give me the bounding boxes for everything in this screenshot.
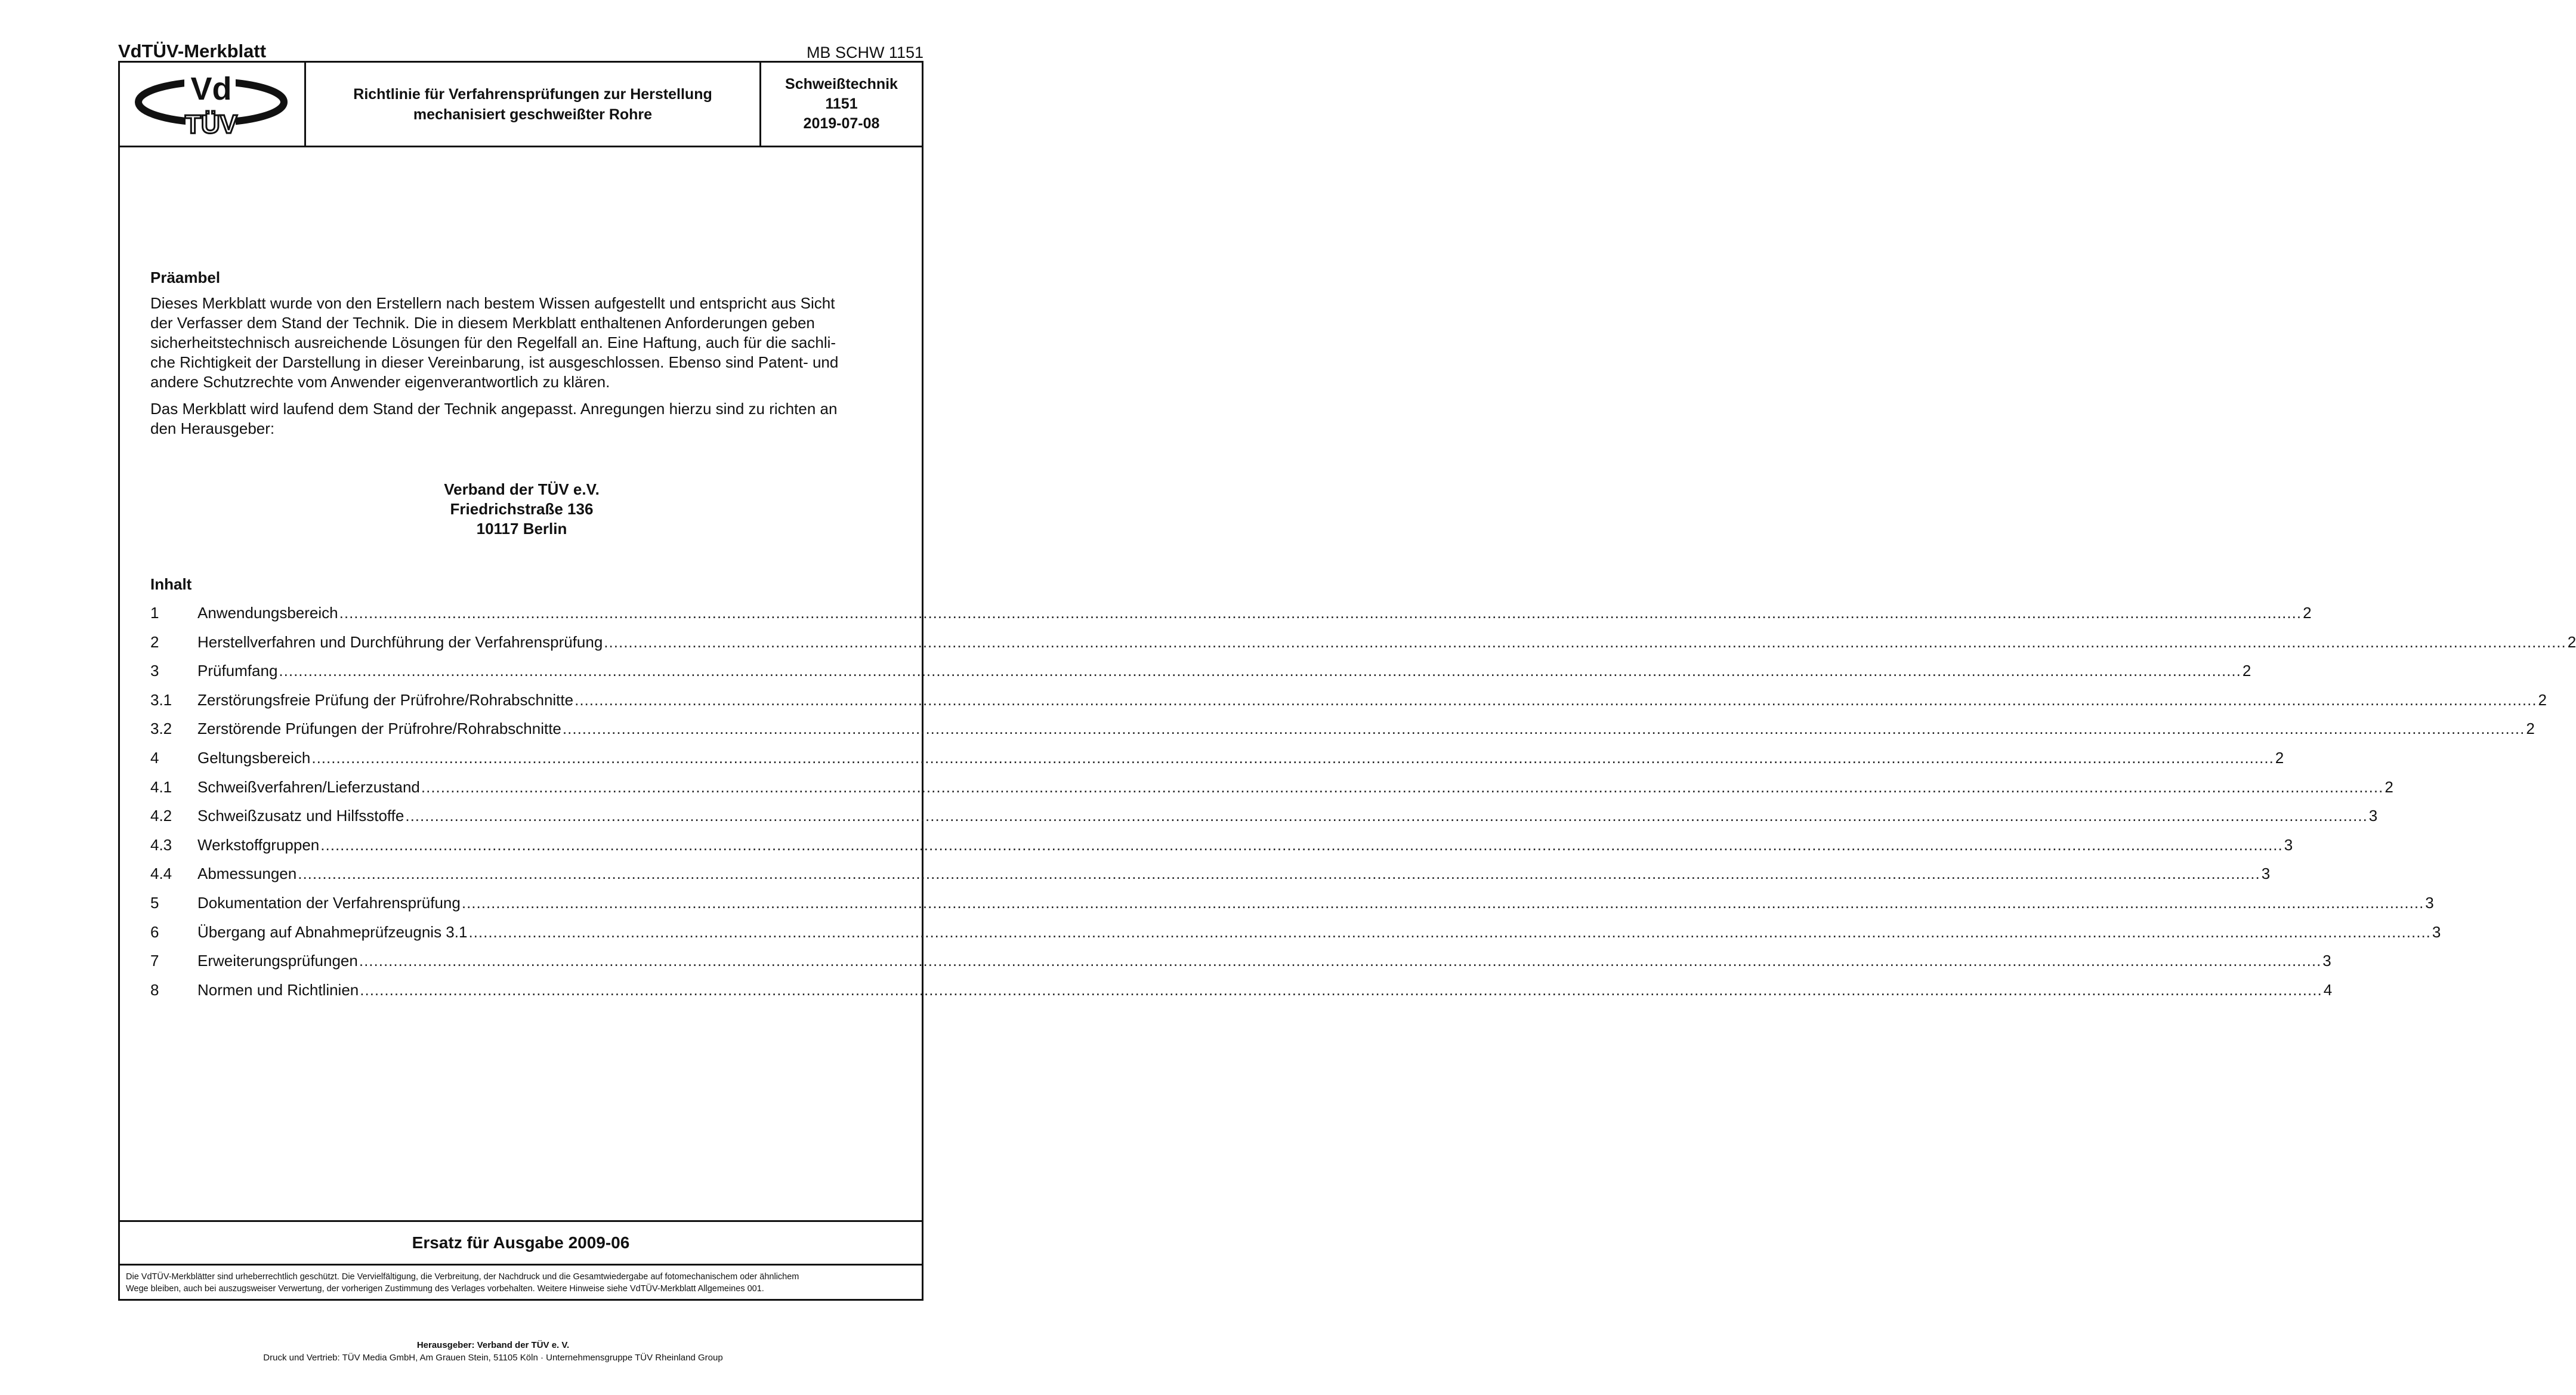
toc-entry-number: 3.1 bbox=[150, 690, 172, 709]
toc-entry[interactable] bbox=[150, 777, 2393, 798]
toc-entry-number: 4 bbox=[150, 749, 159, 767]
toc-entry-number: 4.4 bbox=[150, 865, 172, 883]
toc-entry-page: 3 bbox=[2425, 894, 2434, 912]
toc-dot-leader: ................................................................................................................................................................................................................................................................................................................................................................................................................ bbox=[468, 922, 2431, 941]
toc-entry-number: 1 bbox=[150, 604, 159, 622]
toc-dot-leader: ................................................................................................................................................................................................................................................................................................................................................................................................................ bbox=[574, 690, 2537, 709]
toc-entry-title: Dokumentation der Verfahrensprüfung bbox=[197, 894, 461, 912]
preamble-line: andere Schutzrechte vom Anwender eigenverantwortlich zu klären. bbox=[150, 373, 610, 391]
issue-date: 2019-07-08 bbox=[803, 115, 880, 132]
toc-entry-page: 4 bbox=[2323, 980, 2333, 999]
toc-entry[interactable] bbox=[150, 690, 2547, 711]
toc-dot-leader: ................................................................................................................................................................................................................................................................................................................................................................................................................ bbox=[461, 894, 2424, 912]
toc-entry-title: Anwendungsbereich bbox=[197, 604, 338, 622]
preamble-line: sicherheitstechnisch ausreichende Lösungen für den Regelfall an. Eine Haftung, auch für die sachli- bbox=[150, 334, 836, 351]
toc-entry-number: 2 bbox=[150, 632, 159, 651]
toc-entry[interactable] bbox=[150, 894, 2434, 914]
toc-entry[interactable] bbox=[150, 632, 2576, 653]
svg-text:TÜV: TÜV bbox=[185, 110, 237, 139]
document-number: MB SCHW 1151 bbox=[806, 44, 923, 61]
title-line-1: Richtlinie für Verfahrensprüfungen zur Herstellung bbox=[353, 85, 712, 103]
document-topline bbox=[118, 38, 923, 62]
toc-entry[interactable] bbox=[150, 720, 2535, 740]
brand-title: VdTÜV-Merkblatt bbox=[118, 41, 267, 61]
preamble-paragraph-2 bbox=[150, 399, 893, 439]
toc-dot-leader: ................................................................................................................................................................................................................................................................................................................................................................................................................ bbox=[311, 749, 2274, 767]
toc-dot-leader: ................................................................................................................................................................................................................................................................................................................................................................................................................ bbox=[320, 835, 2283, 854]
document-frame bbox=[118, 61, 2576, 1301]
toc-entry-page: 2 bbox=[2303, 604, 2312, 622]
toc-entry-title: Schweißzusatz und Hilfsstoffe bbox=[197, 807, 404, 825]
preamble-line: Dieses Merkblatt wurde von den Erstellern nach bestem Wissen aufgestellt und entspricht aus Sicht bbox=[150, 294, 835, 312]
toc-dot-leader: ................................................................................................................................................................................................................................................................................................................................................................................................................ bbox=[421, 777, 2384, 796]
toc-entry[interactable] bbox=[150, 952, 2331, 972]
replacement-notice: Ersatz für Ausgabe 2009-06 bbox=[120, 1220, 922, 1266]
toc-entry-title: Zerstörende Prüfungen der Prüfrohre/Rohrabschnitte bbox=[197, 720, 561, 738]
toc-entry-page: 3 bbox=[2261, 865, 2271, 883]
document-header bbox=[120, 63, 922, 147]
preamble-line: Das Merkblatt wird laufend dem Stand der Technik angepasst. Anregungen hierzu sind zu richten an bbox=[150, 400, 838, 418]
toc-dot-leader: ................................................................................................................................................................................................................................................................................................................................................................................................................ bbox=[360, 980, 2322, 999]
toc-dot-leader: ................................................................................................................................................................................................................................................................................................................................................................................................................ bbox=[298, 865, 2260, 883]
toc-entry-number: 4.1 bbox=[150, 777, 172, 796]
toc-entry-title: Übergang auf Abnahmeprüfzeugnis 3.1 bbox=[197, 922, 468, 941]
toc-entry-title: Erweiterungsprüfungen bbox=[197, 952, 358, 970]
toc-entry[interactable] bbox=[150, 604, 2312, 624]
sheet-number: 1151 bbox=[825, 95, 858, 112]
toc-entry-title: Herstellverfahren und Durchführung der Verfahrensprüfung bbox=[197, 632, 603, 651]
document-meta bbox=[761, 63, 922, 146]
copyright-notice bbox=[126, 1271, 916, 1295]
toc-entry-page: 2 bbox=[2538, 690, 2547, 709]
copyright-line: Die VdTÜV-Merkblätter sind urheberrechtlich geschützt. Die Vervielfältigung, die Verbreitung, der Nachdruck und die Gesamtwiedergabe auf fotomechanischem oder ähnlichem bbox=[126, 1272, 799, 1282]
svg-text:Vd: Vd bbox=[190, 71, 232, 107]
toc-entry-page: 2 bbox=[2526, 720, 2535, 738]
publisher-address bbox=[150, 480, 893, 539]
page-footer bbox=[0, 1339, 986, 1364]
preamble-line: der Verfasser dem Stand der Technik. Die in diesem Merkblatt enthaltenen Anforderungen geben bbox=[150, 314, 815, 332]
copyright-line: Wege bleiben, auch bei auszugsweiser Verwertung, der vorherigen Zustimmung des Verlages vorbehalten. Weitere Hinweise siehe VdTÜV-Merkblatt Allgemeines 001. bbox=[126, 1284, 764, 1294]
toc-entry[interactable] bbox=[150, 922, 2441, 943]
address-line: 10117 Berlin bbox=[476, 520, 567, 538]
toc-entry-number: 3.2 bbox=[150, 720, 172, 738]
toc-entry-page: 3 bbox=[2368, 807, 2378, 825]
footer-distribution: Druck und Vertrieb: TÜV Media GmbH, Am Grauen Stein, 51105 Köln · Unternehmensgruppe TÜV Rheinland Group bbox=[263, 1353, 723, 1363]
toc-entry[interactable] bbox=[150, 835, 2293, 856]
toc-entry-page: 2 bbox=[2275, 749, 2284, 767]
toc-entry-number: 6 bbox=[150, 922, 159, 941]
vdtuev-logo bbox=[120, 63, 306, 146]
vdtuev-logo-icon bbox=[120, 63, 302, 144]
document-title bbox=[306, 63, 761, 146]
toc-dot-leader: ................................................................................................................................................................................................................................................................................................................................................................................................................ bbox=[604, 632, 2566, 651]
toc-entry-title: Zerstörungsfreie Prüfung der Prüfrohre/Rohrabschnitte bbox=[197, 690, 574, 709]
toc-entry-title: Normen und Richtlinien bbox=[197, 980, 359, 999]
toc-entry-title: Werkstoffgruppen bbox=[197, 835, 320, 854]
preamble-paragraph-1 bbox=[150, 294, 893, 392]
toc-entry-title: Abmessungen bbox=[197, 865, 297, 883]
preamble-heading: Präambel bbox=[150, 268, 221, 286]
toc-entry-title: Prüfumfang bbox=[197, 662, 278, 680]
toc-dot-leader: ................................................................................................................................................................................................................................................................................................................................................................................................................ bbox=[405, 807, 2368, 825]
toc-entry-title: Geltungsbereich bbox=[197, 749, 311, 767]
footer-publisher: Herausgeber: Verband der TÜV e. V. bbox=[416, 1340, 570, 1350]
title-line-2: mechanisiert geschweißter Rohre bbox=[413, 106, 653, 123]
category-label: Schweißtechnik bbox=[785, 76, 898, 92]
preamble-line: den Herausgeber: bbox=[150, 419, 275, 437]
address-line: Verband der TÜV e.V. bbox=[444, 480, 600, 498]
toc-entry[interactable] bbox=[150, 980, 2333, 1001]
toc-entry-page: 3 bbox=[2432, 922, 2441, 941]
toc-entry-page: 2 bbox=[2242, 662, 2251, 680]
toc-entry[interactable] bbox=[150, 807, 2378, 827]
toc-entry-page: 3 bbox=[2284, 835, 2293, 854]
toc-entry[interactable] bbox=[150, 749, 2284, 769]
toc-dot-leader: ................................................................................................................................................................................................................................................................................................................................................................................................................ bbox=[279, 662, 2241, 680]
toc-entry-title: Schweißverfahren/Lieferzustand bbox=[197, 777, 420, 796]
toc-entry[interactable] bbox=[150, 662, 2251, 682]
toc-entry-number: 4.3 bbox=[150, 835, 172, 854]
address-line: Friedrichstraße 136 bbox=[450, 500, 594, 518]
toc-entry-number: 3 bbox=[150, 662, 159, 680]
toc-entry-page: 3 bbox=[2322, 952, 2331, 970]
toc-entry-page: 2 bbox=[2567, 632, 2576, 651]
preamble-line: che Richtigkeit der Darstellung in dieser Vereinbarung, ist ausgeschlossen. Ebenso sind Patent- und bbox=[150, 353, 839, 371]
toc-entry-number: 7 bbox=[150, 952, 159, 970]
toc-dot-leader: ................................................................................................................................................................................................................................................................................................................................................................................................................ bbox=[359, 952, 2322, 970]
toc-heading: Inhalt bbox=[150, 575, 192, 593]
toc-entry-page: 2 bbox=[2385, 777, 2393, 796]
toc-dot-leader: ................................................................................................................................................................................................................................................................................................................................................................................................................ bbox=[562, 720, 2525, 738]
toc-entry[interactable] bbox=[150, 865, 2271, 885]
toc-dot-leader: ................................................................................................................................................................................................................................................................................................................................................................................................................ bbox=[339, 604, 2302, 622]
toc-entry-number: 8 bbox=[150, 980, 159, 999]
toc-entry-number: 4.2 bbox=[150, 807, 172, 825]
toc-entry-number: 5 bbox=[150, 894, 159, 912]
